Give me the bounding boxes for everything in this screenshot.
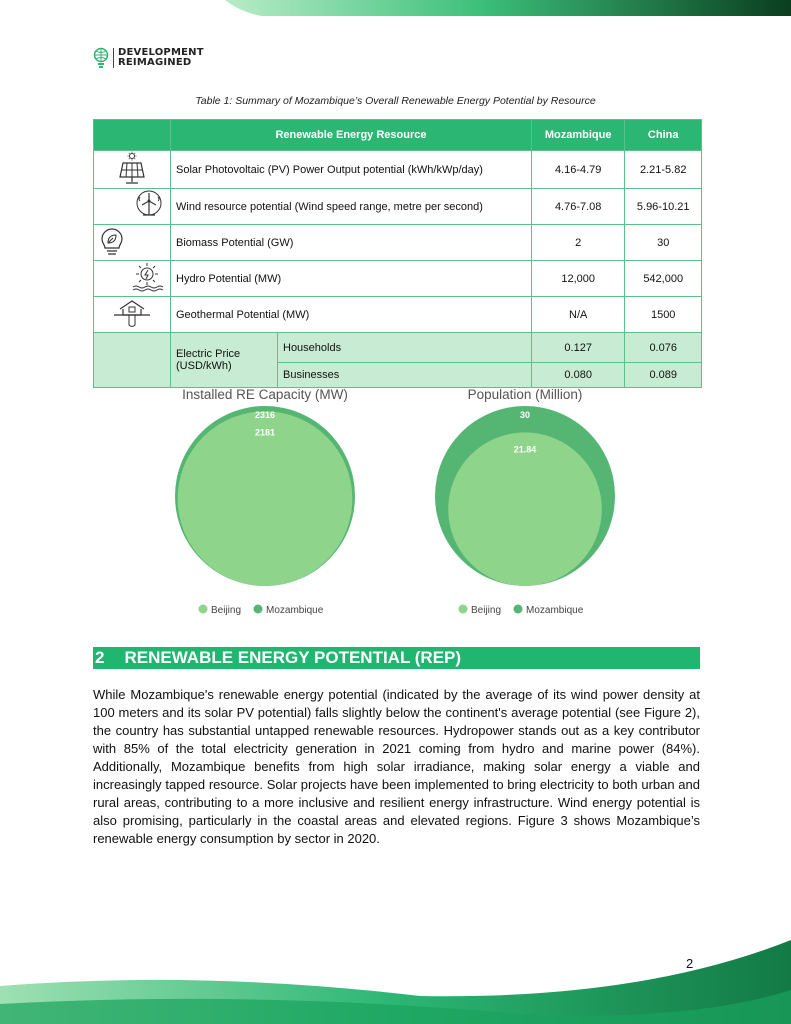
china-hydro: 542,000: [625, 261, 702, 297]
china-wind: 5.96-10.21: [625, 189, 702, 225]
mozambique-biomass: 2: [531, 225, 624, 261]
mozambique-solar: 4.16-4.79: [531, 151, 624, 189]
resource-wind: Wind resource potential (Wind speed range, metre per second): [171, 189, 532, 225]
mozambique-geothermal: N/A: [531, 297, 624, 333]
section-heading: [93, 647, 700, 669]
legend-swatch-mozambique: [514, 605, 523, 614]
geothermal-icon: [94, 297, 171, 333]
body-paragraph: While Mozambique's renewable energy potential (indicated by the average of its wind power density at 100 meters and its solar PV potential) falls slightly below the continent's average potential (see Figure 2), the country has substantial untapped renewable resources. Hydropower stands out as a key contributor with 85% of the total electricity generation in 2021 coming from hydro and marine power (84%). Additionally, Mozambique benefits from high solar irradiance, making solar energy a viable and increasingly tapped resource. Solar projects have been implemented to bring electricity to both urban and rural areas, contributing to a more inclusive and resilient energy infrastructure. Wind energy potential is also promising, particularly in the coastal areas and elevated regions. Figure 3 shows Mozambique’s renewable energy consumption by sector in 2020.: [93, 687, 700, 846]
data-label-mozambique: 30: [519, 410, 531, 420]
table-header-row: [94, 120, 702, 151]
china-solar: 2.21-5.82: [625, 151, 702, 189]
mozambique-hydro: 12,000: [531, 261, 624, 297]
section-title: RENEWABLE ENERGY POTENTIAL (REP): [124, 648, 462, 667]
legend-label-beijing: Beijing: [471, 605, 502, 616]
renewable-energy-table: [93, 119, 702, 388]
price-label: Electric Price (USD/kWh): [171, 333, 278, 388]
legend-label-beijing: Beijing: [211, 605, 242, 616]
china-geothermal: 1500: [625, 297, 702, 333]
logo-line-1: DEVELOPMENT: [118, 47, 204, 58]
bubble-beijing: [448, 432, 602, 586]
chart-population: [435, 387, 615, 616]
legend-label-mozambique: Mozambique: [266, 605, 324, 616]
logo-divider: [113, 48, 114, 68]
households-label: Households: [278, 333, 532, 363]
header-resource: Renewable Energy Resource: [171, 120, 532, 151]
table-row: [94, 261, 702, 297]
data-label-beijing: 2181: [254, 427, 276, 438]
chart-title: Installed RE Capacity (MW): [182, 387, 348, 402]
mozambique-wind: 4.76-7.08: [531, 189, 624, 225]
mozambique-businesses-price: 0.080: [531, 363, 624, 388]
solar-panel-icon: [94, 151, 171, 189]
resource-hydro: Hydro Potential (MW): [171, 261, 532, 297]
section-number: 2: [95, 648, 105, 667]
legend-swatch-beijing: [459, 605, 468, 614]
header-mozambique: Mozambique: [531, 120, 624, 151]
wind-turbine-icon: [94, 189, 171, 225]
table-row: [94, 297, 702, 333]
bubble-beijing: [178, 411, 353, 586]
top-decorative-band: [0, 0, 791, 20]
china-households-price: 0.076: [625, 333, 702, 363]
legend-label-mozambique: Mozambique: [526, 605, 584, 616]
chart-title: Population (Million): [467, 387, 583, 402]
header-china: China: [625, 120, 702, 151]
businesses-label: Businesses: [278, 363, 532, 388]
chart-installed-capacity: [175, 387, 355, 616]
resource-biomass: Biomass Potential (GW): [171, 225, 532, 261]
china-biomass: 30: [625, 225, 702, 261]
logo-line-2: REIMAGINED: [118, 57, 192, 68]
logo: [93, 47, 204, 69]
mozambique-households-price: 0.127: [531, 333, 624, 363]
table-row: [94, 333, 702, 363]
header-icon-cell: [94, 120, 171, 151]
resource-solar: Solar Photovoltaic (PV) Power Output potential (kWh/kWp/day): [171, 151, 532, 189]
legend-swatch-beijing: [199, 605, 208, 614]
biomass-icon: [94, 225, 171, 261]
china-businesses-price: 0.089: [625, 363, 702, 388]
table-row: [94, 225, 702, 261]
globe-bulb-icon: [93, 47, 109, 69]
bottom-decorative-wave: [0, 930, 791, 1024]
table-row: [94, 151, 702, 189]
data-label-mozambique: 2316: [254, 410, 276, 420]
page-number: 2: [686, 956, 694, 971]
data-label-beijing: 21.84: [513, 444, 537, 455]
logo-text: [118, 48, 204, 68]
bubble-charts: [93, 380, 702, 625]
table-caption: Table 1: Summary of Mozambique’s Overall Renewable Energy Potential by Resource: [195, 95, 596, 107]
table-row: [94, 189, 702, 225]
resource-geothermal: Geothermal Potential (MW): [171, 297, 532, 333]
hydro-icon: [94, 261, 171, 297]
legend-swatch-mozambique: [254, 605, 263, 614]
